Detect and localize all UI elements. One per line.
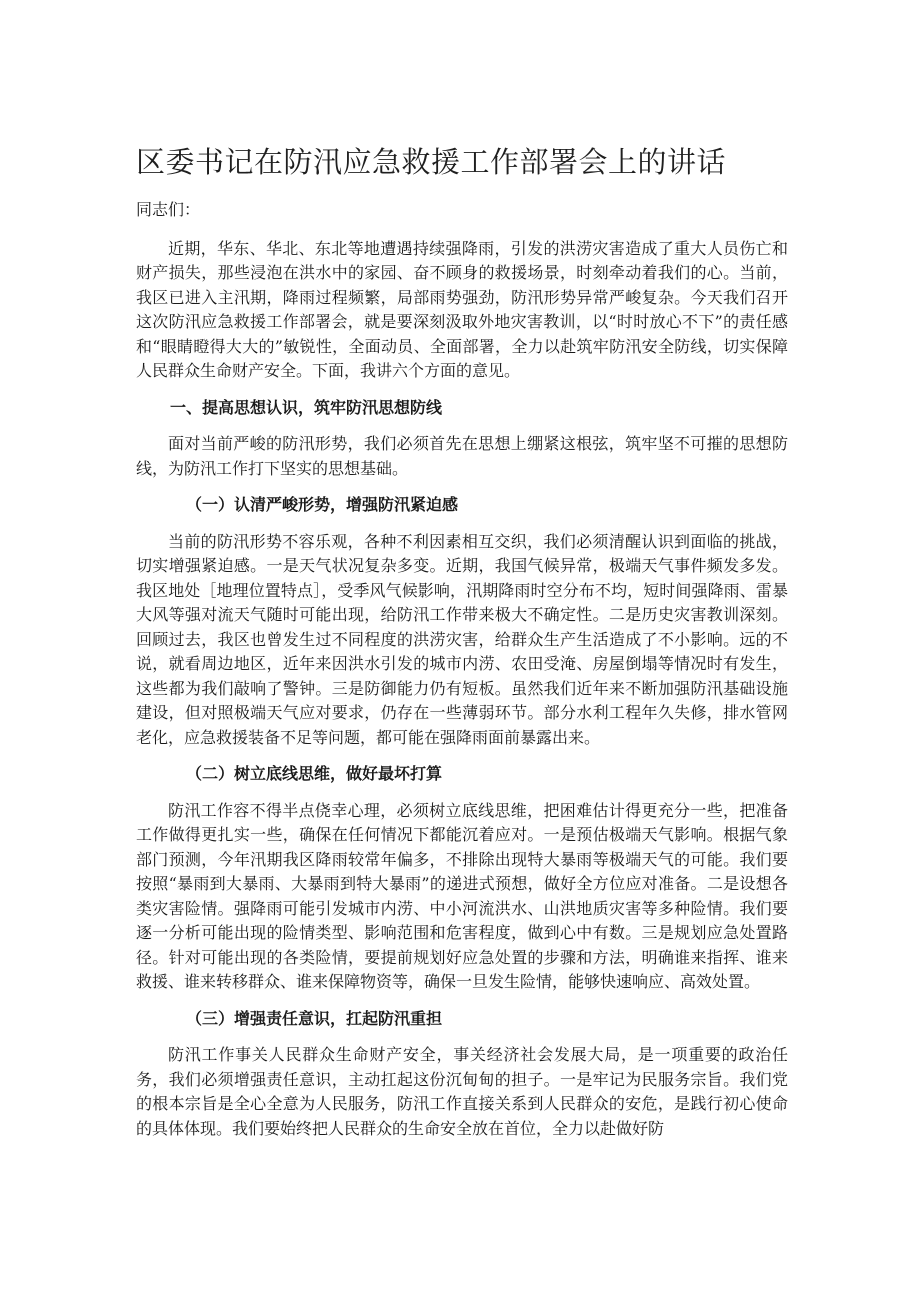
salutation: 同志们： <box>136 200 201 219</box>
document-title: 区委书记在防汛应急救援工作部署会上的讲话 <box>136 145 727 179</box>
subsection-3-heading: （三）增强责任意识，扛起防汛重担 <box>186 1008 443 1028</box>
subsection-3-paragraph: 防汛工作事关人民群众生命财产安全，事关经济社会发展大局，是一项重要的政治任务，我们必须增强责任意识，主动扛起这份沉甸甸的担子。一是牢记为民服务宗旨。我们党的根本宗旨是全心全意为人民服务，防汛工作直接关系到人民群众的安危，是践行初心使命的具体体现。我们要始终把人民群众的生命安全放在首位，全力以赴做好防 <box>136 1045 788 1138</box>
intro-paragraph: 近期，华东、华北、东北等地遭遇持续强降雨，引发的洪涝灾害造成了重大人员伤亡和财产损失，那些浸泡在洪水中的家园、奋不顾身的救援场景，时刻牵动着我们的心。当前，我区已进入主汛期，降雨过程频繁，局部雨势强劲，防汛形势异常严峻复杂。今天我们召开这次防汛应急救援工作部署会，就是要深刻汲取外地灾害教训，以“时时放心不下”的责任感和“眼睛瞪得大大的”敏锐性，全面动员、全面部署，全力以赴筑牢防汛安全防线，切实保障人民群众生命财产安全。下面，我讲六个方面的意见。 <box>136 238 788 380</box>
subsection-2-paragraph: 防汛工作容不得半点侥幸心理，必须树立底线思维，把困难估计得更充分一些，把准备工作做得更扎实一些，确保在任何情况下都能沉着应对。一是预估极端天气影响。根据气象部门预测，今年汛期我区降雨较常年偏多，不排除出现特大暴雨等极端天气的可能。我们要按照“暴雨到大暴雨、大暴雨到特大暴雨”的递进式预想，做好全方位应对准备。二是设想各类灾害险情。强降雨可能引发城市内涝、中小河流洪水、山洪地质灾害等多种险情。我们要逐一分析可能出现的险情类型、影响范围和危害程度，做到心中有数。三是规划应急处置路径。针对可能出现的各类险情，要提前规划好应急处置的步骤和方法，明确谁来指挥、谁来救援、谁来转移群众、谁来保障物资等，确保一旦发生险情，能够快速响应、高效处置。 <box>136 800 788 991</box>
subsection-1-heading: （一）认清严峻形势，增强防汛紧迫感 <box>186 495 459 514</box>
subsection-2-heading: （二）树立底线思维，做好最坏打算 <box>186 764 443 783</box>
document-body <box>136 198 788 1153</box>
section-1-intro-paragraph: 面对当前严峻的防汛形势，我们必须首先在思想上绷紧这根弦，筑牢坚不可摧的思想防线，为防汛工作打下坚实的思想基础。 <box>136 434 788 478</box>
subsection-1-paragraph: 当前的防汛形势不容乐观，各种不利因素相互交织，我们必须清醒认识到面临的挑战，切实增强紧迫感。一是天气状况复杂多变。近期，我国气候异常，极端天气事件频发多发。我区地处［地理位置特点］，受季风气候影响，汛期降雨时空分布不均，短时间强降雨、雷暴大风等强对流天气随时可能出现，给防汛工作带来极大不确定性。二是历史灾害教训深刻。回顾过去，我区也曾发生过不同程度的洪涝灾害，给群众生产生活造成了不小影响。远的不说，就看周边地区，近年来因洪水引发的城市内涝、农田受淹、房屋倒塌等情况时有发生，这些都为我们敲响了警钟。三是防御能力仍有短板。虽然我们近年来不断加强防汛基础设施建设，但对照极端天气应对要求，仍存在一些薄弱环节。部分水利工程年久失修，排水管网老化，应急救援装备不足等问题，都可能在强降雨面前暴露出来。 <box>136 531 788 747</box>
section-1-heading: 一、提高思想认识，筑牢防汛思想防线 <box>170 397 443 417</box>
